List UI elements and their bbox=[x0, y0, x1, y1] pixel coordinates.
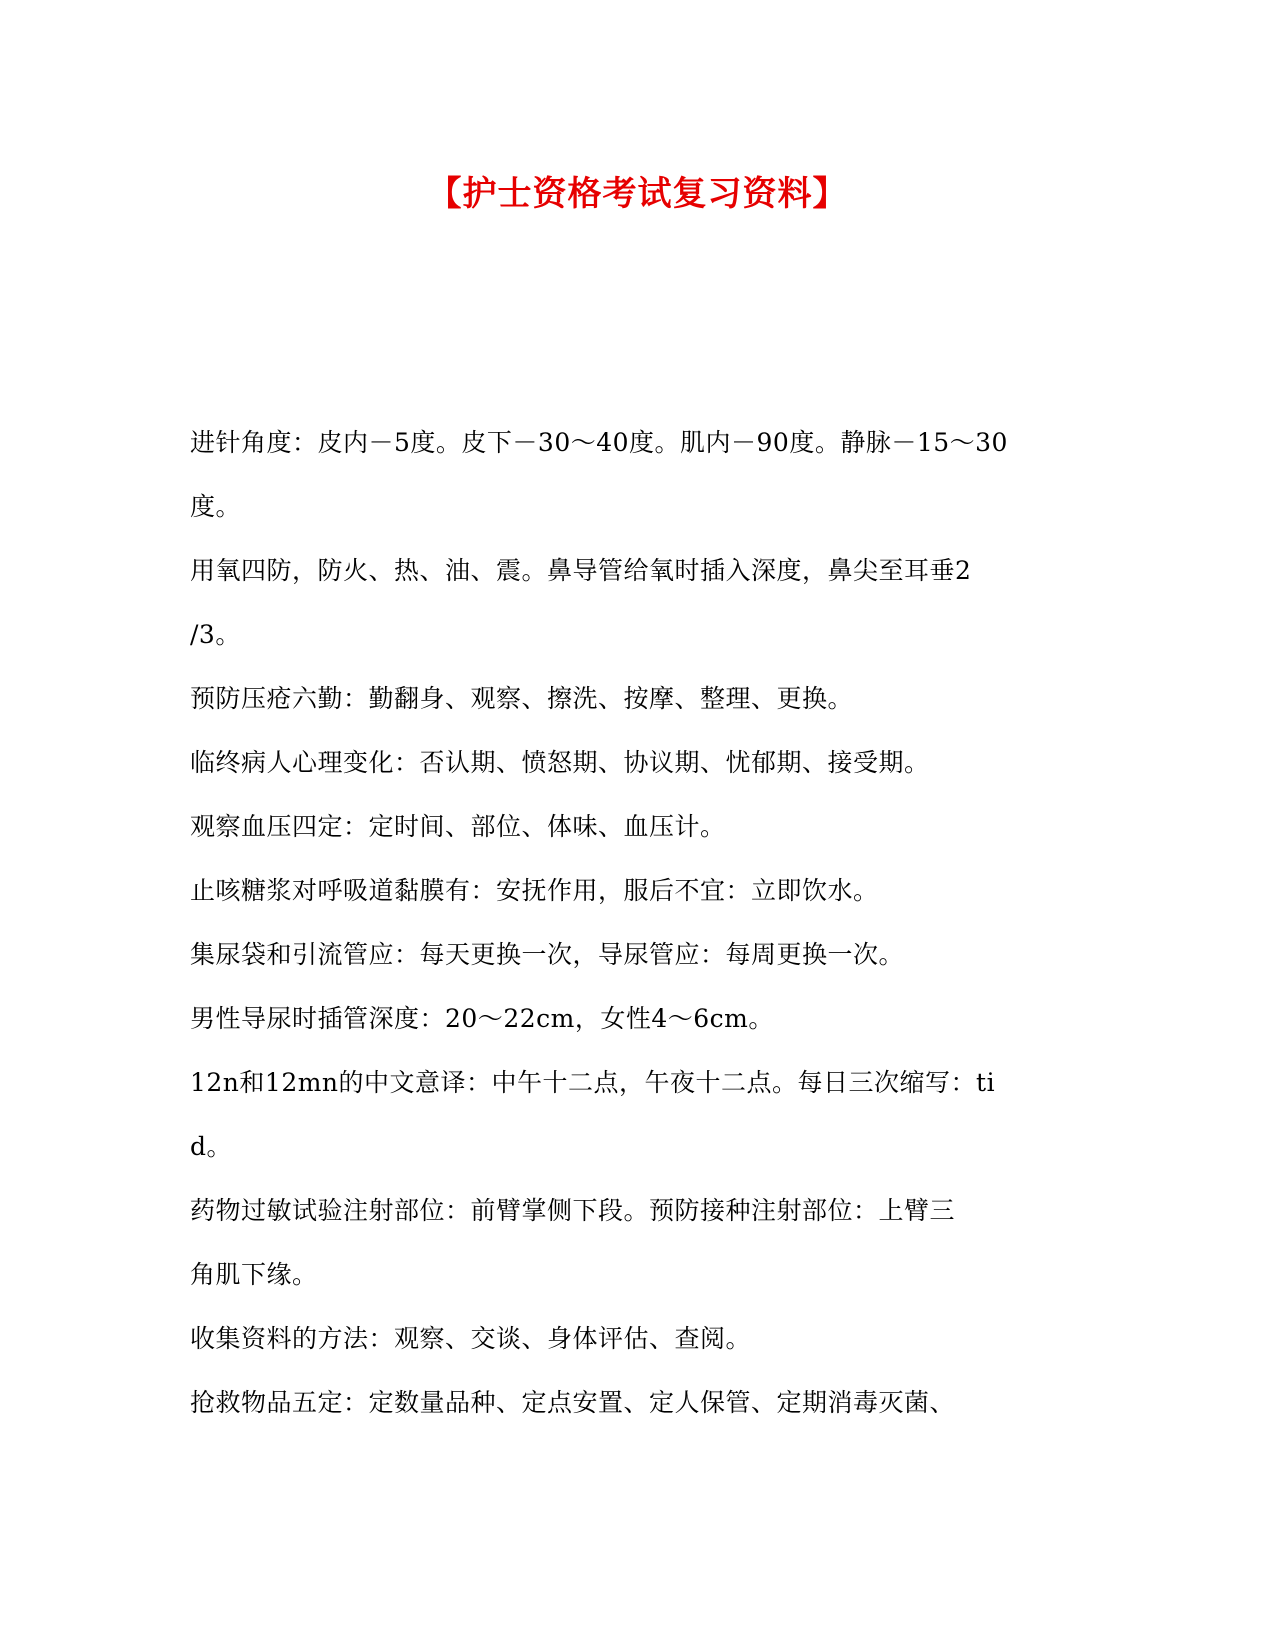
text-line: 观察血压四定：定时间、部位、体味、血压计。 bbox=[190, 812, 726, 841]
text-line: 集尿袋和引流管应：每天更换一次，导尿管应：每周更换一次。 bbox=[190, 940, 905, 969]
page-title: 【护士资格考试复习资料】 bbox=[427, 174, 848, 214]
text-line: 止咳糖浆对呼吸道黏膜有：安抚作用，服后不宜：立即饮水。 bbox=[190, 876, 879, 905]
text-line: d。 bbox=[190, 1132, 233, 1161]
text-line: 抢救物品五定：定数量品种、定点安置、定人保管、定期消毒灭菌、 bbox=[190, 1388, 956, 1417]
text-line: 预防压疮六勤：勤翻身、观察、擦洗、按摩、整理、更换。 bbox=[190, 684, 854, 713]
text-line: 角肌下缘。 bbox=[190, 1260, 318, 1289]
text-line: /3。 bbox=[190, 620, 241, 649]
text-line: 男性导尿时插管深度：20～22cm，女性4～6cm。 bbox=[190, 1004, 774, 1033]
text-line: 度。 bbox=[190, 492, 242, 521]
document-body bbox=[190, 411, 1090, 1435]
text-line: 用氧四防，防火、热、油、震。鼻导管给氧时插入深度，鼻尖至耳垂2 bbox=[190, 556, 972, 585]
text-line: 收集资料的方法：观察、交谈、身体评估、查阅。 bbox=[190, 1324, 752, 1353]
text-line: 临终病人心理变化：否认期、愤怒期、协议期、忧郁期、接受期。 bbox=[190, 748, 930, 777]
text-line: 药物过敏试验注射部位：前臂掌侧下段。预防接种注射部位：上臂三 bbox=[190, 1196, 956, 1225]
text-line: 进针角度：皮内－5度。皮下－30～40度。肌内－90度。静脉－15～30 bbox=[190, 428, 1008, 457]
text-line: 12n和12mn的中文意译：中午十二点，午夜十二点。每日三次缩写：ti bbox=[190, 1068, 996, 1097]
